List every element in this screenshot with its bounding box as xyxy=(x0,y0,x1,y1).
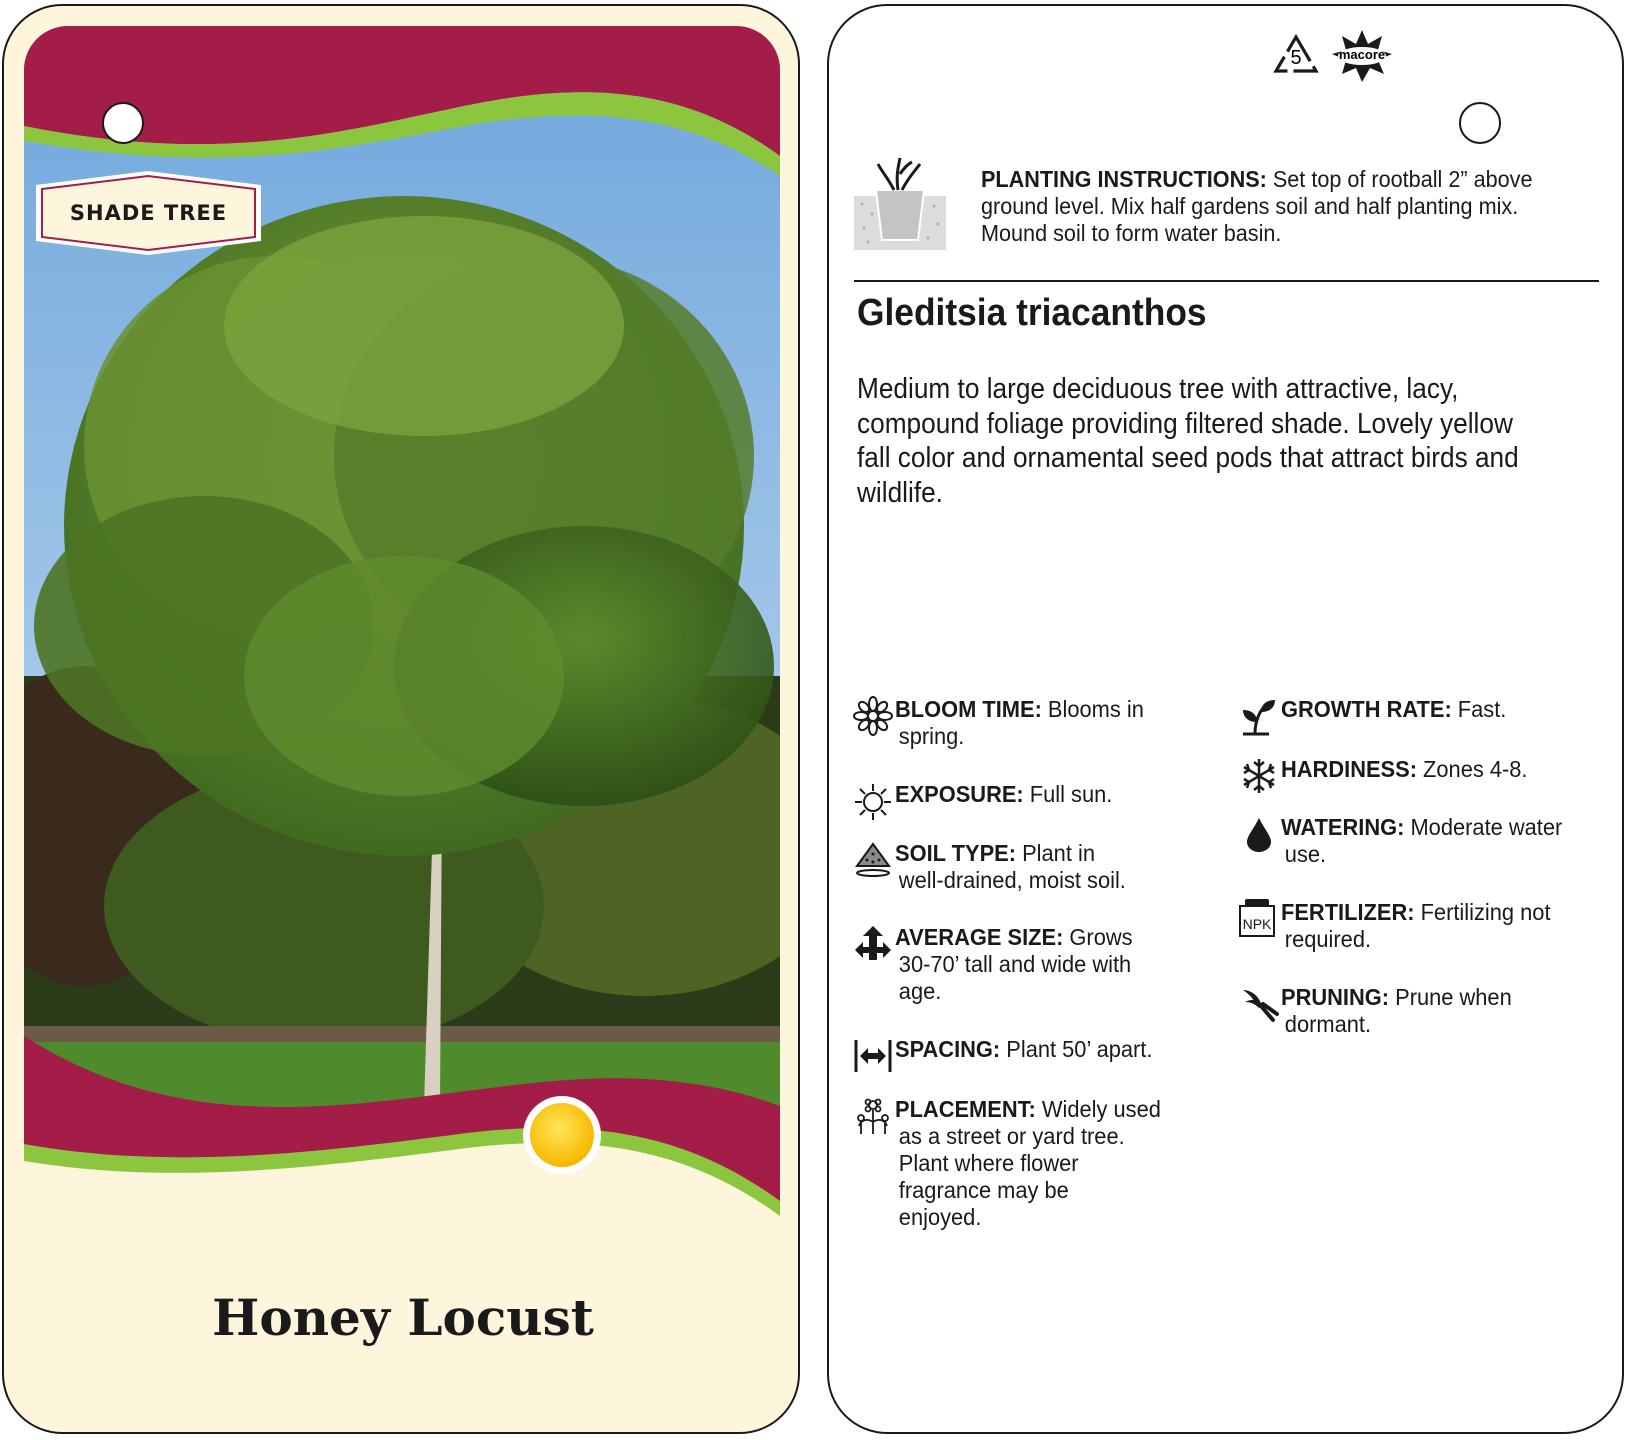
attr-label: BLOOM TIME: xyxy=(895,696,1042,722)
description-line-3: fall color and ornamental seed pods that attract birds and xyxy=(857,442,1519,474)
attr-value-cont: as a street or yard tree. xyxy=(898,1123,1125,1149)
category-badge xyxy=(36,171,261,255)
attr-label: GROWTH RATE: xyxy=(1281,696,1452,722)
potted-plant-icon xyxy=(854,154,946,250)
sun-icon xyxy=(523,1096,601,1174)
brand-name: macore xyxy=(1338,47,1386,62)
attr-average-size-text xyxy=(895,924,1199,1005)
npk-label: NPK xyxy=(1242,916,1272,932)
hang-hole xyxy=(102,102,144,144)
recycle-number: 5 xyxy=(1290,47,1302,69)
attr-exposure-text xyxy=(895,781,1199,808)
attr-placement-text xyxy=(895,1096,1199,1231)
sun-icon xyxy=(853,781,893,821)
planting-line-1: Set top of rootball 2” above xyxy=(1266,166,1533,192)
snowflake-icon xyxy=(1239,756,1279,796)
spacing-icon xyxy=(853,1036,893,1076)
attr-value: Widely used xyxy=(1035,1096,1161,1122)
attr-value-cont: Plant where flower xyxy=(898,1150,1079,1176)
attr-value-cont: spring. xyxy=(898,723,965,749)
description xyxy=(857,372,1575,510)
attr-value: Blooms in xyxy=(1041,696,1144,722)
attr-label: SOIL TYPE: xyxy=(895,840,1017,866)
attr-label: PRUNING: xyxy=(1281,984,1390,1010)
hang-hole xyxy=(1459,102,1501,144)
planting-label: PLANTING INSTRUCTIONS: xyxy=(981,166,1267,192)
category-label: SHADE TREE xyxy=(69,201,228,225)
back-tag xyxy=(827,4,1624,1434)
sprout-icon xyxy=(1239,696,1279,736)
attr-label: SPACING: xyxy=(895,1036,1001,1062)
size-icon xyxy=(853,924,893,964)
attr-value-cont: fragrance may be xyxy=(898,1177,1069,1203)
divider xyxy=(854,280,1599,282)
logo-row xyxy=(1272,28,1394,84)
scientific-name: Gleditsia triacanthos xyxy=(857,292,1207,334)
placement-icon xyxy=(853,1096,893,1136)
description-line-4: wildlife. xyxy=(857,476,943,509)
flower-icon xyxy=(853,696,893,736)
attr-value-cont: 30-70’ tall and wide with xyxy=(898,951,1132,977)
attr-bloom-time-text xyxy=(895,696,1199,750)
recycle-icon xyxy=(1272,33,1320,79)
attr-watering-text xyxy=(1281,814,1585,868)
soil-icon xyxy=(853,840,893,880)
attr-value: Grows xyxy=(1063,924,1133,950)
attr-fertilizer-text xyxy=(1281,899,1585,953)
pruners-icon xyxy=(1239,984,1279,1024)
attr-value-cont: required. xyxy=(1284,926,1372,952)
attr-value: Full sun. xyxy=(1023,781,1113,807)
planting-text xyxy=(981,166,1551,247)
macore-logo xyxy=(1330,28,1394,84)
attr-label: PLACEMENT: xyxy=(895,1096,1036,1122)
attr-label: EXPOSURE: xyxy=(895,781,1024,807)
attr-pruning-text xyxy=(1281,984,1585,1038)
description-line-2: compound foliage providing filtered shade. Lovely yellow xyxy=(857,407,1513,440)
attr-label: FERTILIZER: xyxy=(1281,899,1415,925)
attr-value: Zones 4-8. xyxy=(1416,756,1528,782)
attr-value-cont: dormant. xyxy=(1284,1011,1372,1037)
description-line-1: Medium to large deciduous tree with attractive, lacy, xyxy=(857,373,1459,405)
front-tag xyxy=(2,4,800,1434)
attr-value: Plant in xyxy=(1016,840,1095,866)
attr-growth-rate-text xyxy=(1281,696,1585,723)
attr-soil-type-text xyxy=(895,840,1199,894)
attr-value-cont: age. xyxy=(898,978,942,1004)
attr-hardiness-text xyxy=(1281,756,1585,783)
attr-value: Fertilizing not xyxy=(1414,899,1551,925)
planting-instructions xyxy=(854,146,1594,258)
attr-value: Plant 50’ apart. xyxy=(1000,1036,1153,1062)
planting-line-3: Mound soil to form water basin. xyxy=(981,220,1282,246)
attr-value-cont: use. xyxy=(1284,841,1327,867)
planting-line-2: ground level. Mix half gardens soil and half planting mix. xyxy=(981,193,1519,219)
npk-icon xyxy=(1239,899,1275,935)
water-drop-icon xyxy=(1239,814,1279,854)
attr-label: AVERAGE SIZE: xyxy=(895,924,1064,950)
attr-value-cont: enjoyed. xyxy=(898,1204,982,1230)
common-name: Honey Locust xyxy=(212,1288,594,1347)
attr-label: WATERING: xyxy=(1281,814,1405,840)
attr-value-cont: well-drained, moist soil. xyxy=(898,867,1126,893)
attr-value: Fast. xyxy=(1451,696,1507,722)
attr-value: Moderate water xyxy=(1404,814,1563,840)
attr-value: Prune when xyxy=(1389,984,1512,1010)
attr-label: HARDINESS: xyxy=(1281,756,1417,782)
attr-spacing-text xyxy=(895,1036,1199,1063)
